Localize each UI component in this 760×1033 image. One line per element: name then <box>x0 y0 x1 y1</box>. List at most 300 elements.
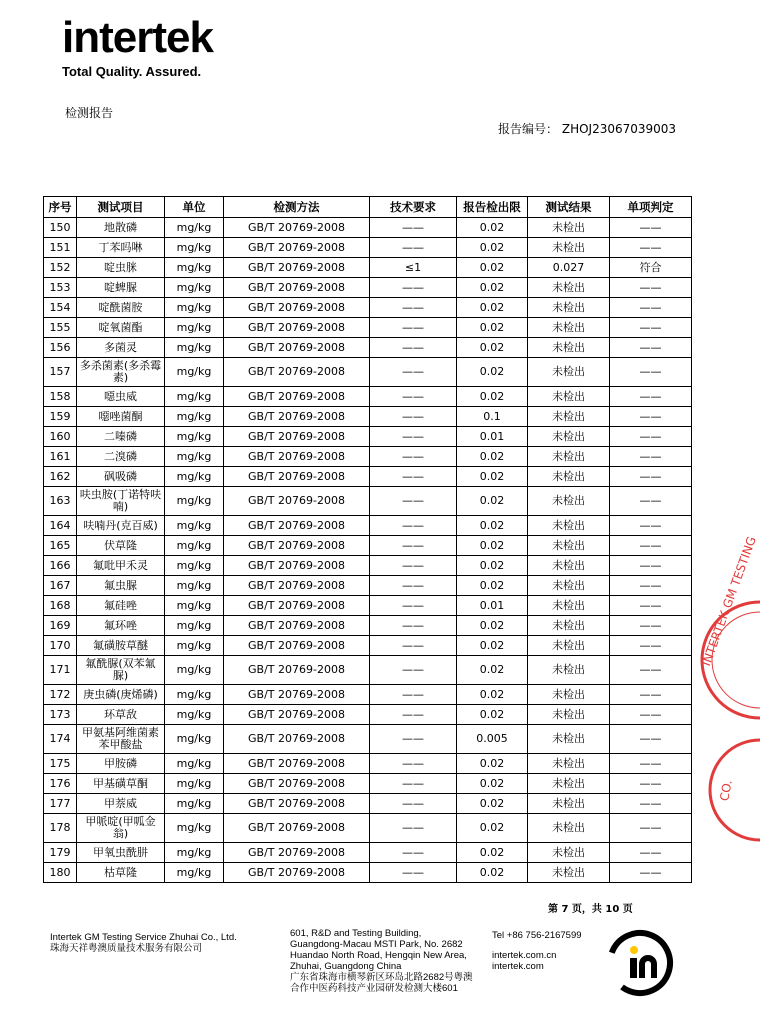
table-row <box>44 387 692 407</box>
table-cell: 161 <box>44 447 77 467</box>
table-cell: 171 <box>44 656 77 685</box>
table-cell: GB/T 20769-2008 <box>224 487 370 516</box>
table-cell: —— <box>370 278 457 298</box>
table-cell: 未检出 <box>528 725 610 754</box>
table-cell: 165 <box>44 536 77 556</box>
table-cell: GB/T 20769-2008 <box>224 754 370 774</box>
table-cell: mg/kg <box>165 754 224 774</box>
table-cell: 173 <box>44 705 77 725</box>
report-number <box>498 120 676 137</box>
table-cell: —— <box>610 358 692 387</box>
table-row <box>44 218 692 238</box>
table-cell: —— <box>370 358 457 387</box>
column-header: 报告检出限 <box>457 197 528 218</box>
table-cell: mg/kg <box>165 774 224 794</box>
table-cell: 氟吡甲禾灵 <box>77 556 165 576</box>
table-cell: —— <box>610 685 692 705</box>
table-cell: GB/T 20769-2008 <box>224 218 370 238</box>
table-cell: 0.01 <box>457 596 528 616</box>
table-cell: mg/kg <box>165 218 224 238</box>
table-cell: —— <box>610 318 692 338</box>
table-cell: 152 <box>44 258 77 278</box>
table-cell: 氟虫脲 <box>77 576 165 596</box>
table-cell: GB/T 20769-2008 <box>224 794 370 814</box>
table-cell: GB/T 20769-2008 <box>224 427 370 447</box>
table-cell: 甲哌啶(甲呱金翁) <box>77 814 165 843</box>
table-cell: 0.02 <box>457 387 528 407</box>
table-cell: —— <box>370 487 457 516</box>
table-cell: 未检出 <box>528 467 610 487</box>
table-cell: 180 <box>44 863 77 883</box>
intertek-circle-logo-icon <box>605 928 675 998</box>
svg-text:INTERTEK GM TESTING: INTERTEK GM TESTING <box>699 534 759 668</box>
table-cell: 地散磷 <box>77 218 165 238</box>
table-cell: 啶氧菌酯 <box>77 318 165 338</box>
table-cell: —— <box>370 516 457 536</box>
table-cell: 175 <box>44 754 77 774</box>
table-row <box>44 616 692 636</box>
table-cell: mg/kg <box>165 338 224 358</box>
table-cell: 0.02 <box>457 656 528 685</box>
table-cell: —— <box>370 616 457 636</box>
table-cell: GB/T 20769-2008 <box>224 238 370 258</box>
table-cell: 噁唑菌酮 <box>77 407 165 427</box>
table-cell: 未检出 <box>528 516 610 536</box>
table-cell: —— <box>370 407 457 427</box>
table-cell: 啶酰菌胺 <box>77 298 165 318</box>
table-cell: GB/T 20769-2008 <box>224 814 370 843</box>
table-cell: 甲氧虫酰肼 <box>77 843 165 863</box>
table-cell: —— <box>610 576 692 596</box>
table-cell: GB/T 20769-2008 <box>224 467 370 487</box>
report-number-label: 报告编号： <box>498 122 559 136</box>
table-row <box>44 447 692 467</box>
table-row <box>44 843 692 863</box>
table-cell: mg/kg <box>165 238 224 258</box>
table-cell: —— <box>610 863 692 883</box>
table-cell: 啶蜱脲 <box>77 278 165 298</box>
table-cell: —— <box>610 556 692 576</box>
table-cell: —— <box>370 814 457 843</box>
table-cell: 179 <box>44 843 77 863</box>
table-cell: 伏草隆 <box>77 536 165 556</box>
table-row <box>44 258 692 278</box>
table-row <box>44 278 692 298</box>
table-cell: 0.02 <box>457 794 528 814</box>
table-cell: mg/kg <box>165 685 224 705</box>
table-cell: 未检出 <box>528 238 610 258</box>
table-cell: 0.027 <box>528 258 610 278</box>
footer-address <box>290 928 473 994</box>
table-cell: mg/kg <box>165 298 224 318</box>
table-cell: —— <box>370 387 457 407</box>
table-cell: 氟环唑 <box>77 616 165 636</box>
table-cell: mg/kg <box>165 556 224 576</box>
table-row <box>44 725 692 754</box>
table-cell: 未检出 <box>528 814 610 843</box>
column-header: 测试项目 <box>77 197 165 218</box>
table-cell: —— <box>370 843 457 863</box>
table-cell: —— <box>610 427 692 447</box>
table-row <box>44 318 692 338</box>
table-cell: —— <box>610 338 692 358</box>
table-cell: GB/T 20769-2008 <box>224 616 370 636</box>
phone-number: Tel +86 756-2167599 <box>492 930 582 941</box>
table-cell: 0.02 <box>457 467 528 487</box>
table-cell: —— <box>370 863 457 883</box>
table-cell: GB/T 20769-2008 <box>224 774 370 794</box>
table-cell: —— <box>610 387 692 407</box>
table-cell: —— <box>370 656 457 685</box>
table-row <box>44 863 692 883</box>
table-cell: mg/kg <box>165 656 224 685</box>
table-cell: 未检出 <box>528 318 610 338</box>
table-cell: GB/T 20769-2008 <box>224 863 370 883</box>
table-cell: 噁虫威 <box>77 387 165 407</box>
table-cell: 未检出 <box>528 298 610 318</box>
table-cell: —— <box>370 725 457 754</box>
table-cell: 呋虫胺(丁诺特呋喃) <box>77 487 165 516</box>
table-cell: 氟酰脲(双苯氟脲) <box>77 656 165 685</box>
table-cell: mg/kg <box>165 705 224 725</box>
table-cell: 164 <box>44 516 77 536</box>
table-cell: 枯草隆 <box>77 863 165 883</box>
table-cell: 未检出 <box>528 427 610 447</box>
table-cell: mg/kg <box>165 318 224 338</box>
table-cell: —— <box>610 238 692 258</box>
table-row <box>44 358 692 387</box>
footer-company <box>50 932 237 954</box>
table-cell: GB/T 20769-2008 <box>224 636 370 656</box>
table-cell: 0.02 <box>457 576 528 596</box>
table-cell: 153 <box>44 278 77 298</box>
table-cell: mg/kg <box>165 407 224 427</box>
table-row <box>44 536 692 556</box>
table-cell: 0.02 <box>457 754 528 774</box>
table-cell: —— <box>610 218 692 238</box>
column-header: 单项判定 <box>610 197 692 218</box>
table-cell: mg/kg <box>165 258 224 278</box>
table-cell: 未检出 <box>528 705 610 725</box>
table-cell: mg/kg <box>165 725 224 754</box>
table-cell: —— <box>370 636 457 656</box>
table-cell: GB/T 20769-2008 <box>224 556 370 576</box>
table-cell: 0.02 <box>457 318 528 338</box>
table-cell: mg/kg <box>165 794 224 814</box>
table-row <box>44 407 692 427</box>
table-row <box>44 814 692 843</box>
table-cell: 154 <box>44 298 77 318</box>
website-cn-link[interactable]: intertek.com.cn <box>492 950 557 961</box>
table-cell: GB/T 20769-2008 <box>224 656 370 685</box>
report-number-value: ZHOJ23067039003 <box>561 122 677 136</box>
table-cell: GB/T 20769-2008 <box>224 705 370 725</box>
table-cell: 未检出 <box>528 556 610 576</box>
table-cell: 未检出 <box>528 863 610 883</box>
table-cell: GB/T 20769-2008 <box>224 725 370 754</box>
table-cell: mg/kg <box>165 447 224 467</box>
table-cell: —— <box>370 536 457 556</box>
table-cell: 未检出 <box>528 407 610 427</box>
table-cell: 177 <box>44 794 77 814</box>
table-cell: 甲胺磷 <box>77 754 165 774</box>
table-cell: 未检出 <box>528 636 610 656</box>
table-cell: GB/T 20769-2008 <box>224 258 370 278</box>
svg-text:CO.: CO. <box>717 778 735 803</box>
table-cell: 未检出 <box>528 576 610 596</box>
table-cell: 0.005 <box>457 725 528 754</box>
table-cell: —— <box>370 447 457 467</box>
table-cell: mg/kg <box>165 596 224 616</box>
table-cell: 未检出 <box>528 278 610 298</box>
table-cell: 0.02 <box>457 863 528 883</box>
table-cell: GB/T 20769-2008 <box>224 536 370 556</box>
table-cell: 未检出 <box>528 685 610 705</box>
table-cell: —— <box>610 705 692 725</box>
table-row <box>44 338 692 358</box>
table-cell: —— <box>610 754 692 774</box>
table-cell: 163 <box>44 487 77 516</box>
intertek-logo: intertek <box>62 13 213 62</box>
page-indicator: 第 7 页，共 10 页 <box>548 904 633 915</box>
table-cell: mg/kg <box>165 576 224 596</box>
table-row <box>44 774 692 794</box>
table-cell: 甲萘威 <box>77 794 165 814</box>
table-cell: —— <box>370 556 457 576</box>
table-cell: 甲氨基阿维菌素苯甲酸盐 <box>77 725 165 754</box>
footer-contact <box>492 930 582 981</box>
table-cell: mg/kg <box>165 427 224 447</box>
address-line: Huandao North Road, Hengqin New Area, <box>290 950 467 961</box>
table-cell: 未检出 <box>528 843 610 863</box>
website-link[interactable]: intertek.com <box>492 961 544 972</box>
table-cell: —— <box>610 725 692 754</box>
results-table <box>43 196 692 883</box>
table-cell: 0.02 <box>457 278 528 298</box>
table-cell: ≤1 <box>370 258 457 278</box>
table-cell: 丁苯吗啉 <box>77 238 165 258</box>
table-cell: 0.02 <box>457 358 528 387</box>
table-cell: —— <box>610 467 692 487</box>
table-cell: —— <box>610 596 692 616</box>
table-cell: 169 <box>44 616 77 636</box>
table-cell: 未检出 <box>528 596 610 616</box>
table-cell: GB/T 20769-2008 <box>224 278 370 298</box>
address-line: Guangdong-Macau MSTI Park, No. 2682 <box>290 939 463 950</box>
table-cell: 0.01 <box>457 427 528 447</box>
table-cell: 0.02 <box>457 705 528 725</box>
table-cell: 0.02 <box>457 516 528 536</box>
table-cell: 二嗪磷 <box>77 427 165 447</box>
table-cell: —— <box>610 843 692 863</box>
table-cell: GB/T 20769-2008 <box>224 843 370 863</box>
table-row <box>44 238 692 258</box>
table-cell: GB/T 20769-2008 <box>224 576 370 596</box>
table-cell: 未检出 <box>528 447 610 467</box>
table-cell: GB/T 20769-2008 <box>224 516 370 536</box>
table-cell: 0.02 <box>457 238 528 258</box>
table-cell: GB/T 20769-2008 <box>224 298 370 318</box>
table-cell: —— <box>370 318 457 338</box>
table-cell: 未检出 <box>528 616 610 636</box>
table-cell: —— <box>610 536 692 556</box>
table-cell: 160 <box>44 427 77 447</box>
table-cell: 呋喃丹(克百威) <box>77 516 165 536</box>
table-cell: 甲基磺草酮 <box>77 774 165 794</box>
table-cell: mg/kg <box>165 536 224 556</box>
table-cell: —— <box>610 794 692 814</box>
table-cell: —— <box>610 656 692 685</box>
table-cell: —— <box>370 427 457 447</box>
table-cell: 环草敌 <box>77 705 165 725</box>
table-row <box>44 705 692 725</box>
column-header: 技术要求 <box>370 197 457 218</box>
table-cell: 氟磺胺草醚 <box>77 636 165 656</box>
table-cell: —— <box>610 487 692 516</box>
table-cell: —— <box>610 447 692 467</box>
table-header-row <box>44 197 692 218</box>
table-cell: 0.02 <box>457 814 528 843</box>
table-row <box>44 427 692 447</box>
table-cell: GB/T 20769-2008 <box>224 318 370 338</box>
table-cell: 多杀菌素(多杀霉素) <box>77 358 165 387</box>
table-cell: 庚虫磷(庚烯磷) <box>77 685 165 705</box>
table-cell: 0.02 <box>457 616 528 636</box>
table-cell: —— <box>610 407 692 427</box>
column-header: 测试结果 <box>528 197 610 218</box>
table-cell: 0.02 <box>457 774 528 794</box>
table-cell: GB/T 20769-2008 <box>224 338 370 358</box>
table-cell: GB/T 20769-2008 <box>224 685 370 705</box>
table-cell: 符合 <box>610 258 692 278</box>
table-cell: 未检出 <box>528 218 610 238</box>
table-cell: 176 <box>44 774 77 794</box>
table-cell: 未检出 <box>528 656 610 685</box>
table-row <box>44 794 692 814</box>
address-line: 601, R&D and Testing Building, <box>290 928 422 939</box>
column-header: 检测方法 <box>224 197 370 218</box>
table-cell: 未检出 <box>528 794 610 814</box>
table-cell: —— <box>370 218 457 238</box>
table-cell: —— <box>370 576 457 596</box>
table-cell: 多菌灵 <box>77 338 165 358</box>
table-row <box>44 467 692 487</box>
table-cell: —— <box>370 705 457 725</box>
table-cell: 0.1 <box>457 407 528 427</box>
table-cell: GB/T 20769-2008 <box>224 358 370 387</box>
table-row <box>44 656 692 685</box>
column-header: 单位 <box>165 197 224 218</box>
table-cell: 150 <box>44 218 77 238</box>
table-cell: 0.02 <box>457 447 528 467</box>
table-cell: 啶虫脒 <box>77 258 165 278</box>
company-seal-stamp <box>699 534 760 840</box>
table-cell: —— <box>610 616 692 636</box>
table-cell: mg/kg <box>165 636 224 656</box>
table-cell: 二溴磷 <box>77 447 165 467</box>
table-cell: 0.02 <box>457 258 528 278</box>
table-row <box>44 516 692 536</box>
table-cell: 156 <box>44 338 77 358</box>
table-cell: GB/T 20769-2008 <box>224 387 370 407</box>
table-cell: mg/kg <box>165 358 224 387</box>
table-cell: mg/kg <box>165 487 224 516</box>
table-cell: GB/T 20769-2008 <box>224 447 370 467</box>
table-cell: GB/T 20769-2008 <box>224 407 370 427</box>
table-cell: —— <box>610 298 692 318</box>
table-row <box>44 596 692 616</box>
table-cell: mg/kg <box>165 516 224 536</box>
table-cell: mg/kg <box>165 467 224 487</box>
table-cell: 167 <box>44 576 77 596</box>
table-row <box>44 556 692 576</box>
table-cell: —— <box>610 636 692 656</box>
table-cell: 162 <box>44 467 77 487</box>
table-cell: 未检出 <box>528 487 610 516</box>
table-row <box>44 754 692 774</box>
document-title: 检测报告 <box>65 106 114 120</box>
table-cell: 178 <box>44 814 77 843</box>
table-cell: 0.02 <box>457 218 528 238</box>
table-cell: —— <box>370 338 457 358</box>
table-cell: 0.02 <box>457 487 528 516</box>
column-header: 序号 <box>44 197 77 218</box>
table-cell: 0.02 <box>457 636 528 656</box>
table-cell: 0.02 <box>457 338 528 358</box>
address-line: Zhuhai, Guangdong China <box>290 961 402 972</box>
table-cell: mg/kg <box>165 387 224 407</box>
table-cell: 155 <box>44 318 77 338</box>
table-row <box>44 636 692 656</box>
table-cell: —— <box>370 754 457 774</box>
company-name-en: Intertek GM Testing Service Zhuhai Co., Ltd. <box>50 932 237 943</box>
table-cell: 0.02 <box>457 685 528 705</box>
table-cell: 157 <box>44 358 77 387</box>
table-cell: mg/kg <box>165 863 224 883</box>
table-cell: 159 <box>44 407 77 427</box>
table-cell: 未检出 <box>528 387 610 407</box>
table-row <box>44 685 692 705</box>
table-cell: mg/kg <box>165 843 224 863</box>
table-cell: —— <box>370 467 457 487</box>
table-cell: 砜吸磷 <box>77 467 165 487</box>
table-cell: 174 <box>44 725 77 754</box>
table-cell: —— <box>370 596 457 616</box>
table-cell: —— <box>370 794 457 814</box>
table-cell: 172 <box>44 685 77 705</box>
table-cell: —— <box>370 774 457 794</box>
table-cell: —— <box>370 685 457 705</box>
table-cell: —— <box>610 516 692 536</box>
table-cell: —— <box>610 814 692 843</box>
table-cell: GB/T 20769-2008 <box>224 596 370 616</box>
table-cell: —— <box>610 774 692 794</box>
table-cell: mg/kg <box>165 814 224 843</box>
table-cell: —— <box>370 238 457 258</box>
table-cell: 未检出 <box>528 536 610 556</box>
company-name-cn: 珠海天祥粤澳质量技术服务有限公司 <box>50 943 203 954</box>
table-cell: 未检出 <box>528 774 610 794</box>
table-cell: 151 <box>44 238 77 258</box>
table-row <box>44 298 692 318</box>
table-cell: —— <box>370 298 457 318</box>
table-cell: 158 <box>44 387 77 407</box>
table-cell: 0.02 <box>457 298 528 318</box>
table-cell: 氟硅唑 <box>77 596 165 616</box>
table-row <box>44 576 692 596</box>
table-row <box>44 487 692 516</box>
table-cell: mg/kg <box>165 616 224 636</box>
